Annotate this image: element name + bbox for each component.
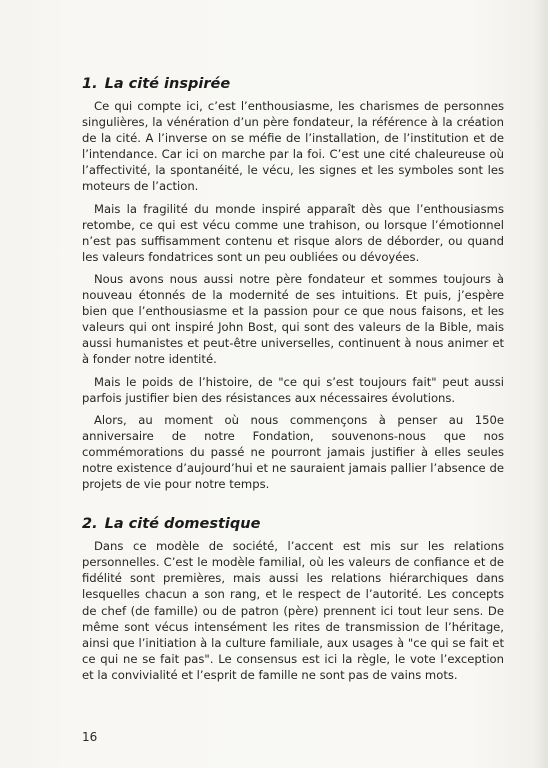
- section-2-heading: [82, 516, 504, 532]
- section-1-paragraph-3: Nous avons nous aussi notre père fondateur et sommes toujours à nouveau étonnés de la modernité de ses intuitions. Et puis, j’espère bien que l’enthousiasme et la passion pour ce que nous faisons, et les valeurs qui ont inspiré John Bost, qui sont des valeurs de la Bible, mais aussi humanistes et peut-être universelles, continuent à nous animer et à fonder notre identité.: [82, 271, 504, 367]
- section-1-heading: [82, 76, 504, 92]
- page-edge-shadow: [534, 0, 548, 768]
- section-1-paragraph-2: Mais la fragilité du monde inspiré apparaît dès que l’enthousiasms retombe, ce qui est vécu comme une trahison, ou lorsque l’émotionnel n’est pas suffisamment contenu et risque alors de déborder, ou quand les valeurs fondatrices sont un peu oubliées ou dévoyées.: [82, 201, 504, 264]
- section-1-paragraph-1: Ce qui compte ici, c’est l’enthousiasme, les charismes de personnes singulières, la vénération d’un père fondateur, la référence à la création de la cité. A l’inverse on se méfie de l’installation, de l’institution et de l’intendance. Car ici on marche par la foi. C’est une cité chaleureuse où l’affectivité, la spontanéité, le vécu, les signes et les symboles sont les moteurs de l’action.: [82, 99, 504, 194]
- section-1-paragraph-5: Alors, au moment où nous commençons à penser au 150e anniversaire de notre Fondation, souvenons-nous que nos commémorations du passé ne pourront jamais justifier à elles seules notre existence d’aujourd’hui et ne sauraient jamais pallier l’absence de projets de vie pour notre temps.: [82, 412, 504, 492]
- section-1-paragraph-4: Mais le poids de l’histoire, de "ce qui s’est toujours fait" peut aussi parfois justifier bien des résistances aux nécessaires évolutions.: [82, 374, 504, 405]
- section-spacer: [82, 498, 504, 516]
- section-2-number: 2.: [82, 516, 98, 533]
- section-1-title: La cité inspirée: [104, 76, 231, 92]
- section-1-number: 1.: [82, 76, 98, 92]
- section-2-paragraph-1: Dans ce modèle de société, l’accent est mis sur les relations personnelles. C’est le modèle familial, où les valeurs de confiance et de fidélité sont premières, mais aussi les relations hiérarchiques dans lesquelles chacun a son rang, et le respect de l’autorité. Les concepts de chef (de famille) ou de patron (père) prennent ici tout leur sens. De même sont vécus intensément les rites de transmission de l’héritage, ainsi que l’initiation à la culture familiale, aux usages à "ce qui se fait et ce qui ne se fait pas". Le consensus est ici la règle, le vote l’exception et la convivialité et l’esprit de famille ne sont pas de vains mots.: [82, 539, 504, 682]
- page-number: 16: [82, 730, 98, 744]
- section-2-title: La cité domestique: [104, 516, 261, 533]
- page-content: [82, 76, 504, 689]
